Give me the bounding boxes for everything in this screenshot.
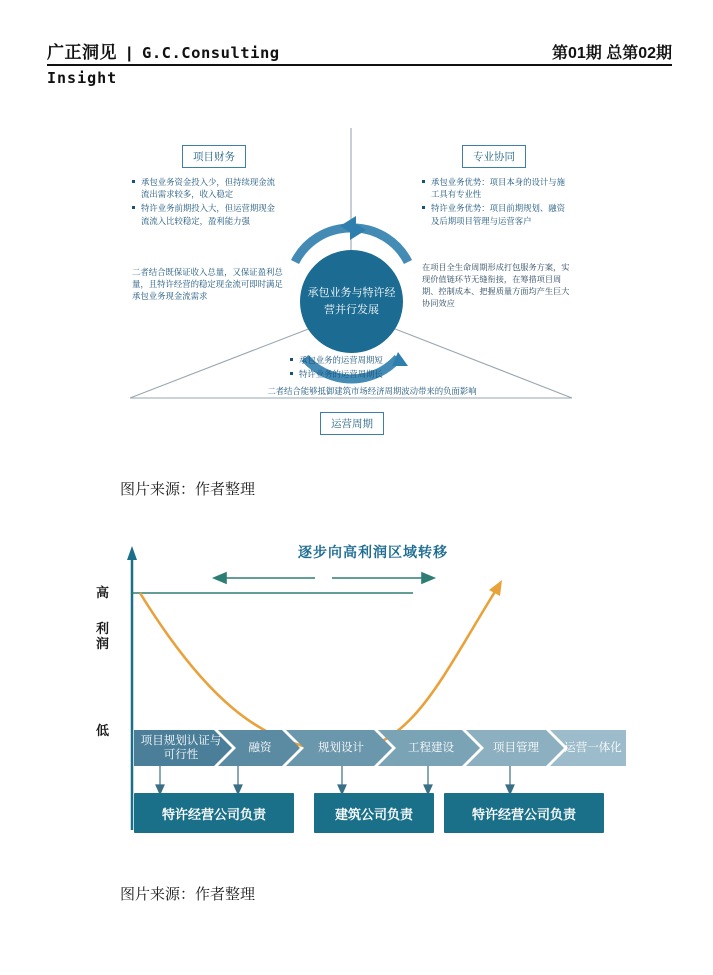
list-item: 特许业务前期投入大，但运营期现金流流入比较稳定，盈利能力强	[132, 202, 282, 226]
figure2-caption: 图片来源：作者整理	[120, 886, 256, 903]
list-item: 特许业务的运营周期长	[290, 368, 460, 380]
brand-name-cn: 广正洞见	[47, 43, 117, 62]
right-summary: 在项目全生命周期形成打包服务方案，实现价值链环节无缝衔接，在筹措项目周期、控制成本、把握质量方面均产生巨大协同效应	[422, 263, 570, 308]
list-item: 承包业务资金投入少，但持续现金流流出需求较多，收入稳定	[132, 176, 282, 200]
brand	[47, 38, 280, 63]
right-bullet-list	[422, 176, 572, 229]
stage-label-0: 项目规划认证与可行性	[140, 734, 222, 761]
insight-label: Insight	[47, 69, 118, 87]
issue-number: 第01期 总第02期	[551, 45, 672, 62]
list-item: 承包业务优势：项目本身的设计与施工具有专业性	[422, 176, 572, 200]
brand-separator: |	[127, 45, 132, 62]
stage-label-2: 规划设计	[318, 741, 364, 754]
stage-label-5: 运营一体化	[564, 741, 622, 754]
label-professional-synergy: 专业协同	[462, 145, 526, 168]
header-row	[47, 38, 672, 63]
left-summary: 二者结合既保证收入总量，又保证盈利总量，且特许经营的稳定现金流可即时满足承包业务现金流需求	[132, 267, 283, 302]
bottom-summary: 二者结合能够抵御建筑市场经济周期波动带来的负面影响	[267, 386, 477, 396]
axis-label-profit: 利润	[96, 621, 110, 651]
list-item: 特许业务优势：项目前期规划、融资及后期项目管理与运营客户	[422, 202, 572, 226]
responsibility-box-1: 建筑公司负责	[314, 793, 434, 833]
responsibility-box-0: 特许经营公司负责	[134, 793, 294, 833]
center-circle-label: 承包业务与特许经营并行发展	[300, 250, 403, 353]
axis-label-high: 高	[96, 585, 110, 600]
brand-name-en: G.C.Consulting	[141, 44, 280, 62]
figure2-title: 逐步向高利润区域转移	[298, 544, 448, 560]
figure-profit-migration	[96, 540, 630, 860]
bottom-bullet-list	[290, 354, 460, 382]
label-project-finance: 项目财务	[182, 145, 246, 168]
stage-label-1: 融资	[248, 741, 272, 754]
header-divider	[47, 64, 672, 66]
figure-synergy-diagram	[110, 120, 630, 450]
label-operating-cycle: 运营周期	[320, 412, 384, 435]
page-header	[47, 38, 672, 98]
figure1-caption: 图片来源：作者整理	[120, 481, 256, 498]
list-item: 承包业务的运营周期短	[290, 354, 460, 366]
axis-label-low: 低	[96, 723, 110, 738]
left-bullet-list	[132, 176, 282, 229]
responsibility-box-2: 特许经营公司负责	[444, 793, 604, 833]
stage-label-4: 项目管理	[493, 741, 539, 754]
stage-label-3: 工程建设	[408, 741, 454, 754]
